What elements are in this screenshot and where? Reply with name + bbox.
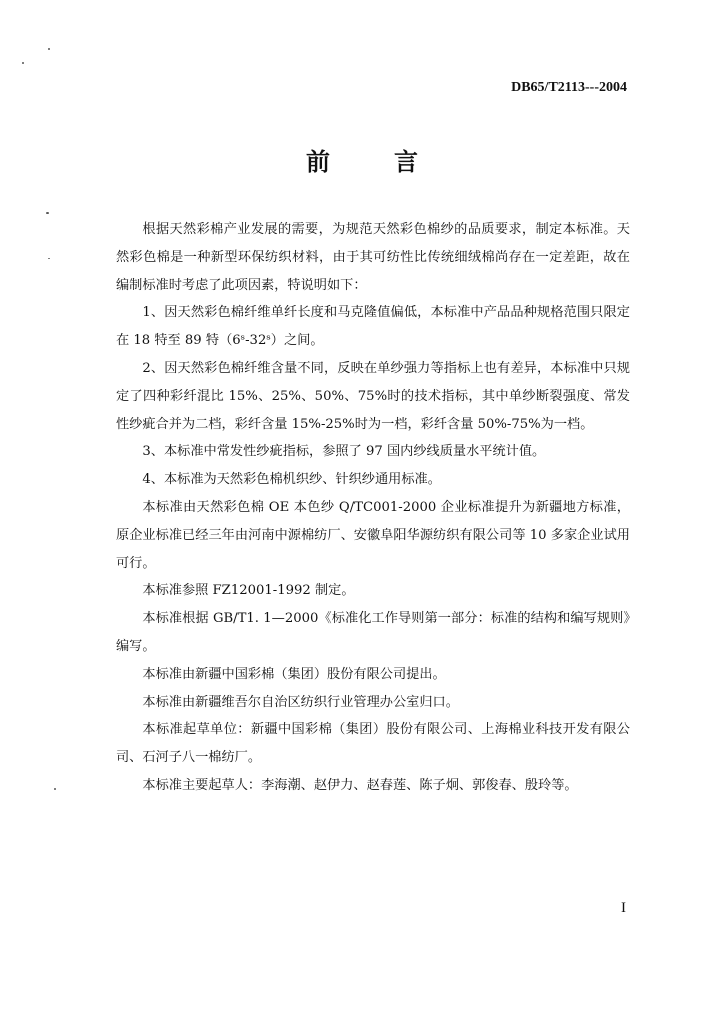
paragraph: 本标准主要起草人：李海潮、赵伊力、赵春莲、陈子炯、郭俊春、殷玲等。 — [142, 777, 578, 793]
paragraph: 本标准起草单位：新疆中国彩棉（集团）股份有限公司、上海棉业科技开发有限公司、石河子八一棉纺厂。 — [116, 722, 630, 766]
paragraph: 本标准根据 GB/T1. 1—2000《标准化工作导则第一部分：标准的结构和编写规则》编写。 — [116, 611, 630, 654]
scan-speck — [22, 62, 24, 64]
paragraph: 2、因天然彩色棉纤维含量不同，反映在单纱强力等指标上也有差异，本标准中只规定了四种彩纤混比 15%、25%、50%、75%时的技术指标，其中单纱断裂强度、常发性纱疵合并为二档，彩纤含量 15%-25%时为一档，彩纤含量 50%-75%为一档。 — [116, 360, 630, 432]
paragraph: 根据天然彩棉产业发展的需要，为规范天然彩色棉纱的品质要求，制定本标准。天然彩色棉是一种新型环保纺织材料，由于其可纺性比传统细绒棉尚存在一定差距，故在编制标准时考虑了此项因素，特说明如下： — [116, 222, 630, 293]
title-char-1: 前 — [306, 147, 330, 176]
paragraph: 本标准参照 FZ12001-1992 制定。 — [142, 583, 355, 599]
page-title — [0, 142, 724, 177]
page-number: I — [621, 900, 626, 916]
paragraph: 4、本标准为天然彩色棉机织纱、针织纱通用标准。 — [142, 472, 441, 488]
scan-speck — [46, 212, 49, 214]
scan-speck — [54, 788, 56, 790]
paragraph: 3、本标准中常发性纱疵指标，参照了 97 国内纱线质量水平统计值。 — [142, 444, 546, 460]
paragraph: 1、因天然彩色棉纤维单纤长度和马克隆值偏低，本标准中产品品种规格范围只限定在 18 特至 89 特（6ˢ-32ˢ）之间。 — [116, 305, 630, 349]
scan-speck — [48, 258, 50, 259]
scan-speck — [48, 48, 50, 50]
paragraph: 本标准由新疆维吾尔自治区纺织行业管理办公室归口。 — [142, 694, 459, 710]
foreword-body — [116, 216, 630, 800]
paragraph: 本标准由新疆中国彩棉（集团）股份有限公司提出。 — [142, 666, 446, 682]
paragraph: 本标准由天然彩色棉 OE 本色纱 Q/TC001-2000 企业标准提升为新疆地方标准，原企业标准已经三年由河南中源棉纺厂、安徽阜阳华源纺织有限公司等 10 多家企业试用可行。 — [116, 499, 630, 571]
standard-code: DB65/T2113---2004 — [511, 80, 627, 95]
title-char-2: 言 — [394, 147, 418, 176]
